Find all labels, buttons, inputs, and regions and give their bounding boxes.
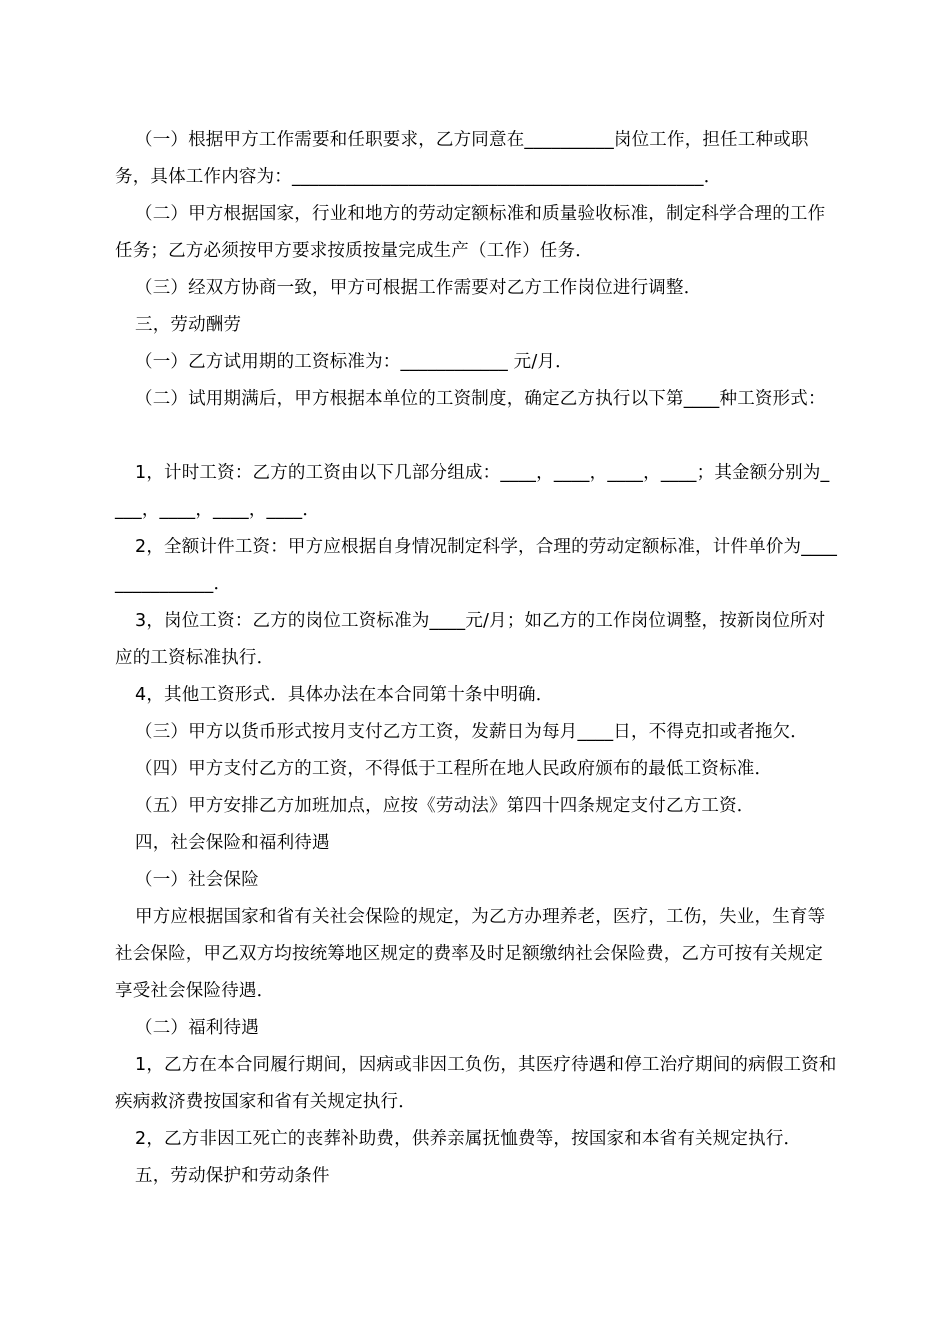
clause-3-1: （一）乙方试用期的工资标准为：____________ 元/月． xyxy=(135,352,573,372)
clause-2-3: （三）经双方协商一致，甲方可根据工作需要对乙方工作岗位进行调整． xyxy=(135,278,702,298)
subheading-social-insurance: （一）社会保险 xyxy=(135,870,259,890)
section-heading-4: 四，社会保险和福利待遇 xyxy=(135,833,330,853)
social-insurance-body: 甲方应根据国家和省有关社会保险的规定，为乙方办理养老，医疗，工伤，失业，生育等社会保险，甲乙双方均按统筹地区规定的费率及时足额缴纳社会保险费，乙方可按有关规定享受社会保险待遇． xyxy=(115,907,826,1001)
clause-3-4: （四）甲方支付乙方的工资，不得低于工程所在地人民政府颁布的最低工资标准． xyxy=(135,759,773,779)
section-heading-3: 三，劳动酬劳 xyxy=(135,315,242,335)
welfare-item-1: 1，乙方在本合同履行期间，因病或非因工负伤，其医疗待遇和停工治疗期间的病假工资和疾病救济费按国家和省有关规定执行． xyxy=(115,1055,837,1112)
wage-form-3: 3，岗位工资：乙方的岗位工资标准为____元/月；如乙方的工作岗位调整，按新岗位所对应的工资标准执行． xyxy=(115,611,826,668)
wage-form-2: 2，全额计件工资：甲方应根据自身情况制定科学，合理的劳动定额标准，计件单价为_______________． xyxy=(115,537,838,594)
clause-3-2: （二）试用期满后，甲方根据本单位的工资制度，确定乙方执行以下第____种工资形式： xyxy=(135,389,826,409)
clause-2-2: （二）甲方根据国家，行业和地方的劳动定额标准和质量验收标准，制定科学合理的工作任务；乙方必须按甲方要求按质按量完成生产（工作）任务． xyxy=(115,204,826,261)
wage-form-1: 1，计时工资：乙方的工资由以下几部分组成：____，____，____，____；其金额分别为____，____，____，____． xyxy=(115,463,830,520)
clause-3-5: （五）甲方安排乙方加班加点，应按《劳动法》第四十四条规定支付乙方工资． xyxy=(135,796,755,816)
clause-3-3: （三）甲方以货币形式按月支付乙方工资，发薪日为每月____日，不得克扣或者拖欠． xyxy=(135,722,808,742)
clause-2-1: （一）根据甲方工作需要和任职要求，乙方同意在__________岗位工作，担任工种或职务，具体工作内容为：______________________________________________． xyxy=(115,130,809,187)
wage-form-4: 4，其他工资形式．具体办法在本合同第十条中明确． xyxy=(135,685,554,705)
section-heading-5: 五，劳动保护和劳动条件 xyxy=(135,1166,330,1186)
welfare-item-2: 2，乙方非因工死亡的丧葬补助费，供养亲属抚恤费等，按国家和本省有关规定执行． xyxy=(135,1129,802,1149)
paragraph-gap xyxy=(115,418,838,455)
subheading-welfare: （二）福利待遇 xyxy=(135,1018,259,1038)
